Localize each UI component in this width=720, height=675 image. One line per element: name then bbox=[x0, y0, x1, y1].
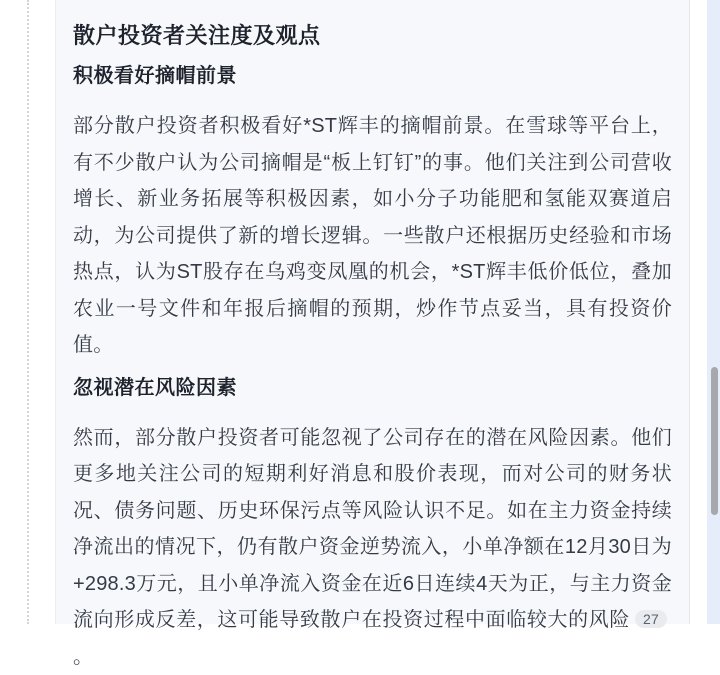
scrollbar-thumb[interactable] bbox=[711, 367, 718, 515]
paragraph-risk-text: 然而，部分散户投资者可能忽视了公司存在的潜在风险因素。他们更多地关注公司的短期利好消息和股价表现，而对公司的财务状况、债务问题、历史环保污点等风险认识不足。如在主力资金持续净流出的情况下，仍有散户资金逆势流入，小单净额在12月30日为+298.3万元，且小单净流入资金在近6日连续4天为正，与主力资金流向形成反差，这可能导致散户在投资过程中面临较大的风险 bbox=[73, 427, 672, 632]
scrollbar-track[interactable] bbox=[707, 0, 720, 624]
left-dotted-divider bbox=[27, 0, 29, 624]
paragraph-positive-outlook: 部分散户投资者积极看好*ST辉丰的摘帽前景。在雪球等平台上，有不少散户认为公司摘帽是“板上钉钉”的事。他们关注到公司营收增长、新业务拓展等积极因素，如小分子功能肥和氢能双赛道启动，为公司提供了新的增长逻辑。一些散户还根据历史经验和市场热点，认为ST股存在乌鸡变凤凰的机会，*ST辉丰低价低位，叠加农业一号文件和年报后摘帽的预期，炒作节点妥当，具有投资价值。 bbox=[73, 108, 672, 364]
subheading-positive-outlook: 积极看好摘帽前景 bbox=[73, 62, 672, 90]
citation-badge[interactable]: 27 bbox=[635, 610, 667, 628]
page-title: 散户投资者关注度及观点 bbox=[73, 20, 672, 52]
paragraph-risk-factors bbox=[73, 420, 672, 675]
paragraph-risk-suffix: 。 bbox=[73, 646, 93, 668]
subheading-risk-factors: 忽视潜在风险因素 bbox=[73, 374, 672, 402]
content-panel bbox=[55, 0, 690, 624]
